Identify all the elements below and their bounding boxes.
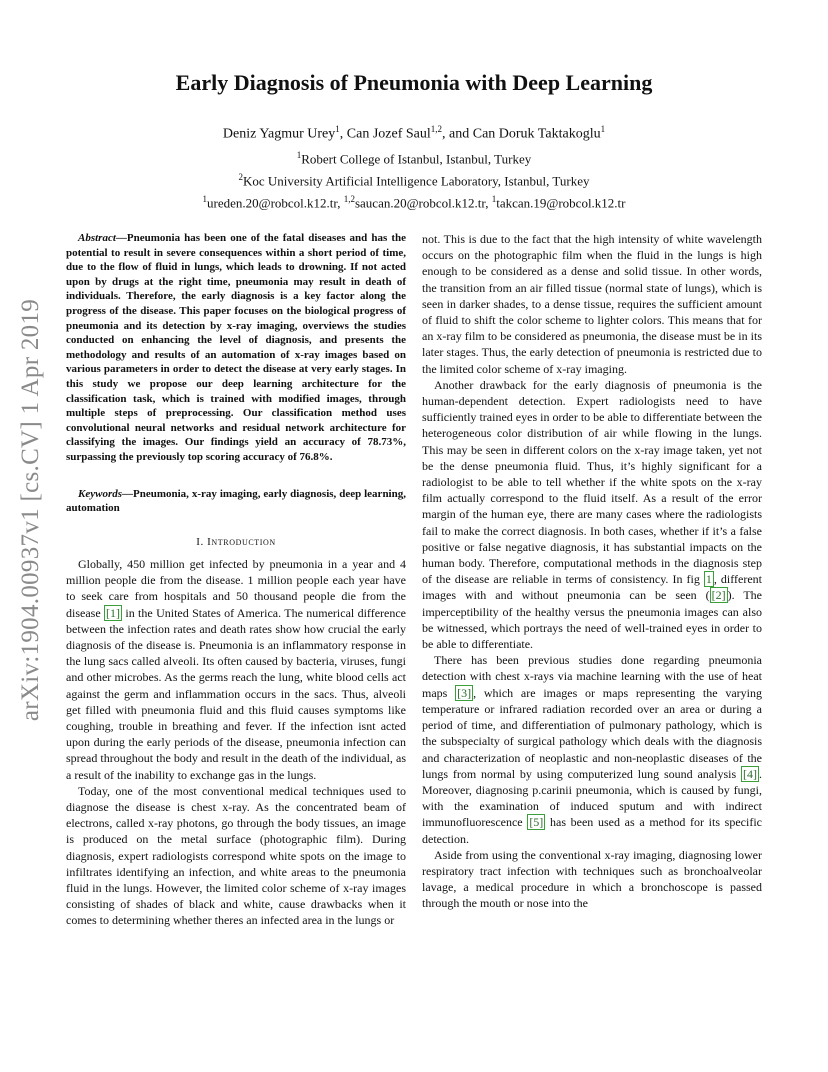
paragraph-text: , which are images or maps representing the varying temperature or infrared radiation recorded over an area or during a period of time, and differentiation of pulmonary pathology, which is the subspecialty of surgical pathology which deals with the diagnosis and characterization of neoplastic and non-neoplastic diseases of the lungs from normal by using computerized lung sound analysis xyxy=(422,685,762,781)
abstract xyxy=(66,231,406,465)
paragraph-text: Globally, 450 million get infected by pneumonia in a year and 4 million people die from the disease. 1 million people each year have to seek care from hospitals and 50 thousand people die from the disease xyxy=(66,556,406,620)
author-affil-mark: 1 xyxy=(600,124,606,134)
intro-paragraph-6: Aside from using the conventional x-ray imaging, diagnosing lower respiratory tract infection with techniques such as bronchoalveolar lavage, a medical procedure in which a bronchoscope is passed through the mouth or nose into the xyxy=(422,847,762,911)
email: saucan.20@robcol.k12.tr, xyxy=(354,195,492,211)
paper-title: Early Diagnosis of Pneumonia with Deep Learning xyxy=(175,70,653,95)
affiliation-2 xyxy=(0,168,828,190)
figure-link[interactable]: 1 xyxy=(705,572,712,587)
paragraph-text: , different images with and without pneumonia can be seen ( xyxy=(422,572,762,603)
author-affil-mark: 1,2 xyxy=(430,124,443,134)
author-name: Can Doruk Taktakoglu xyxy=(472,126,601,142)
arxiv-watermark xyxy=(14,290,48,730)
citation-link[interactable]: [2] xyxy=(711,588,726,603)
keywords xyxy=(66,487,406,516)
email: takcan.19@robcol.k12.tr xyxy=(496,195,626,211)
keywords-label: Keywords xyxy=(78,487,122,500)
right-column xyxy=(422,231,762,912)
affil-mark: 1,2 xyxy=(343,194,355,205)
intro-paragraph-3: not. This is due to the fact that the high intensity of white wavelength occurs on the photographic film when the fluid in the lungs is high enough to be considered as a dense and solid tissue. In other words, the transition from an air filled tissue (normal state of lungs), which is seen in darker shades, to a dense tissue, requires the sufficient amount of fluid to shift the color scheme to lighter colors. This means that for an x-ray film to be considered as pneumonia, the disease must be in its later stages. Thus, the early detection of pneumonia is restricted due to the limited color scheme of x-ray imaging. xyxy=(422,232,762,376)
author-list xyxy=(0,118,828,146)
email: ureden.20@robcol.k12.tr, xyxy=(206,195,344,211)
arxiv-id-text: arXiv:1904.00937v1 [cs.CV] 1 Apr 2019 xyxy=(17,298,44,722)
intro-paragraph-4 xyxy=(422,377,762,652)
paragraph-text: Another drawback for the early diagnosis of pneumonia is the human-dependent detection. Expert radiologists need to have sufficiently trained eyes in order to be able to differentiate between the heterogeneous color distribution of air while flowing in the lungs. This may be seen in different colors on the x-ray image taken, yet not be the dense pneumonia fluid. Thus, it’s highly significant for a radiologist to be able to tell whether if the white spots on the x-ray film actually correspond to the fluid itself. As a result of the error margin of the human eye, there are many cases where the radiologists fail to make the correct diagnosis. In both cases, whether if it’s a false positive or false negative diagnosis, it has substantial impacts on the human body. Therefore, computational methods in the diagnosis step of the disease are reliable in terms of consistency. In fig xyxy=(422,377,762,587)
section-heading-introduction: I. Introduction xyxy=(196,535,276,548)
intro-paragraph-1 xyxy=(66,556,406,783)
left-column xyxy=(66,231,406,929)
affil-mark: 2 xyxy=(238,171,244,182)
intro-paragraph-2: Today, one of the most conventional medical techniques used to diagnose the disease is chest x-ray. As the concentrated beam of electrons, called x-ray photons, go through the body tissues, an image is produced on the metal surface (photographic film). During diagnosis, expert radiologists correspond white spots on the image to infiltrates identifying an infection, and white areas to the pneumonia fluid in the lungs. However, the limited color scheme of x-ray images consisting of shades of black and white, cause drawbacks when it comes to determining whether theres an infected area in the lungs or xyxy=(66,783,406,928)
paragraph-text: ). The imperceptibility of the healthy versus the pneumonia images can also be witnessed, which portrays the need of well-trained eyes in order to be able to differentiate. xyxy=(422,588,763,652)
affil-text: Robert College of Istanbul, Istanbul, Turkey xyxy=(301,150,532,166)
abstract-text: —Pneumonia has been one of the fatal diseases and has the potential to result in severe consequences within a short period of time, due to the flow of fluid in lungs, which leads to drowning. If not acted upon by drugs at the right time, pneumonia may result in death of individuals. Therefore, the early diagnosis is a key factor along the progress of the disease. This paper focuses on the biological progress of pneumonia and its detection by x-ray imaging, overviews the studies conducted on enhancing the level of diagnosis, and presents the methodology and results of an automation of x-ray images based on various parameters in order to detect the disease at very early stages. In this study we propose our deep learning architecture for the classification task, which is trained with modified images, through multiple steps of preprocessing. Our classification method uses convolutional neural networks and residual network architecture for classifying the images. Our findings yield an accuracy of 78.73%, surpassing the previously top scoring accuracy of 76.8%. xyxy=(66,232,406,463)
affil-mark: 1 xyxy=(491,194,497,205)
citation-link[interactable]: [3] xyxy=(457,685,472,700)
author-separator: , xyxy=(339,126,347,142)
author-name: Deniz Yagmur Urey xyxy=(222,126,336,142)
citation-link[interactable]: [1] xyxy=(106,605,121,620)
paragraph-text: has been used as a method for its specific detection. xyxy=(422,815,762,846)
paragraph-text: in the United States of America. The numerical difference between the infection rates and death rates show how crucial the early diagnosis of the disease is. Pneumonia is an inflammatory response in the lung sacs called alveoli. Its often caused by bacteria, viruses, fungi and other microbes. As the germs reach the lung, white blood cells act against the germ and inflammation occurs in the sacs. Thus, alveoli get filled with pneumonia fluid and this fluid causes symptoms like coughing, trouble in breathing and fever. If the infection isnt acted upon during the early periods of the disease, pneumonia infection can spread throughout the body and result in the death of the individual, as a result of the inability to exchange gas in the lungs. xyxy=(66,605,406,782)
email-line xyxy=(0,190,828,212)
affil-mark: 1 xyxy=(296,149,302,160)
affil-mark: 1 xyxy=(202,194,207,205)
keywords-text: —Pneumonia, x-ray imaging, early diagnosis, deep learning, automation xyxy=(66,487,406,515)
author-affil-mark: 1 xyxy=(335,124,340,134)
citation-link[interactable]: [5] xyxy=(529,815,544,830)
author-separator: , and xyxy=(442,126,473,142)
affiliation-1 xyxy=(0,146,828,168)
abstract-label: Abstract xyxy=(78,232,116,244)
paragraph-text: There has been previous studies done regarding pneumonia detection with chest x-rays via machine learning with the use of heat maps xyxy=(422,653,762,700)
author-name: Can Jozef Saul xyxy=(346,126,431,142)
citation-link[interactable]: [4] xyxy=(743,766,757,781)
affil-text: Koc University Artificial Intelligence Laboratory, Istanbul, Turkey xyxy=(243,173,590,189)
author-block xyxy=(0,118,828,213)
intro-paragraph-5 xyxy=(422,652,762,846)
paragraph-text: . Moreover, diagnosing p.carinii pneumonia, which is caused by fungi, with the examination of induced sputum and with indirect immunofluorescence xyxy=(422,766,762,830)
